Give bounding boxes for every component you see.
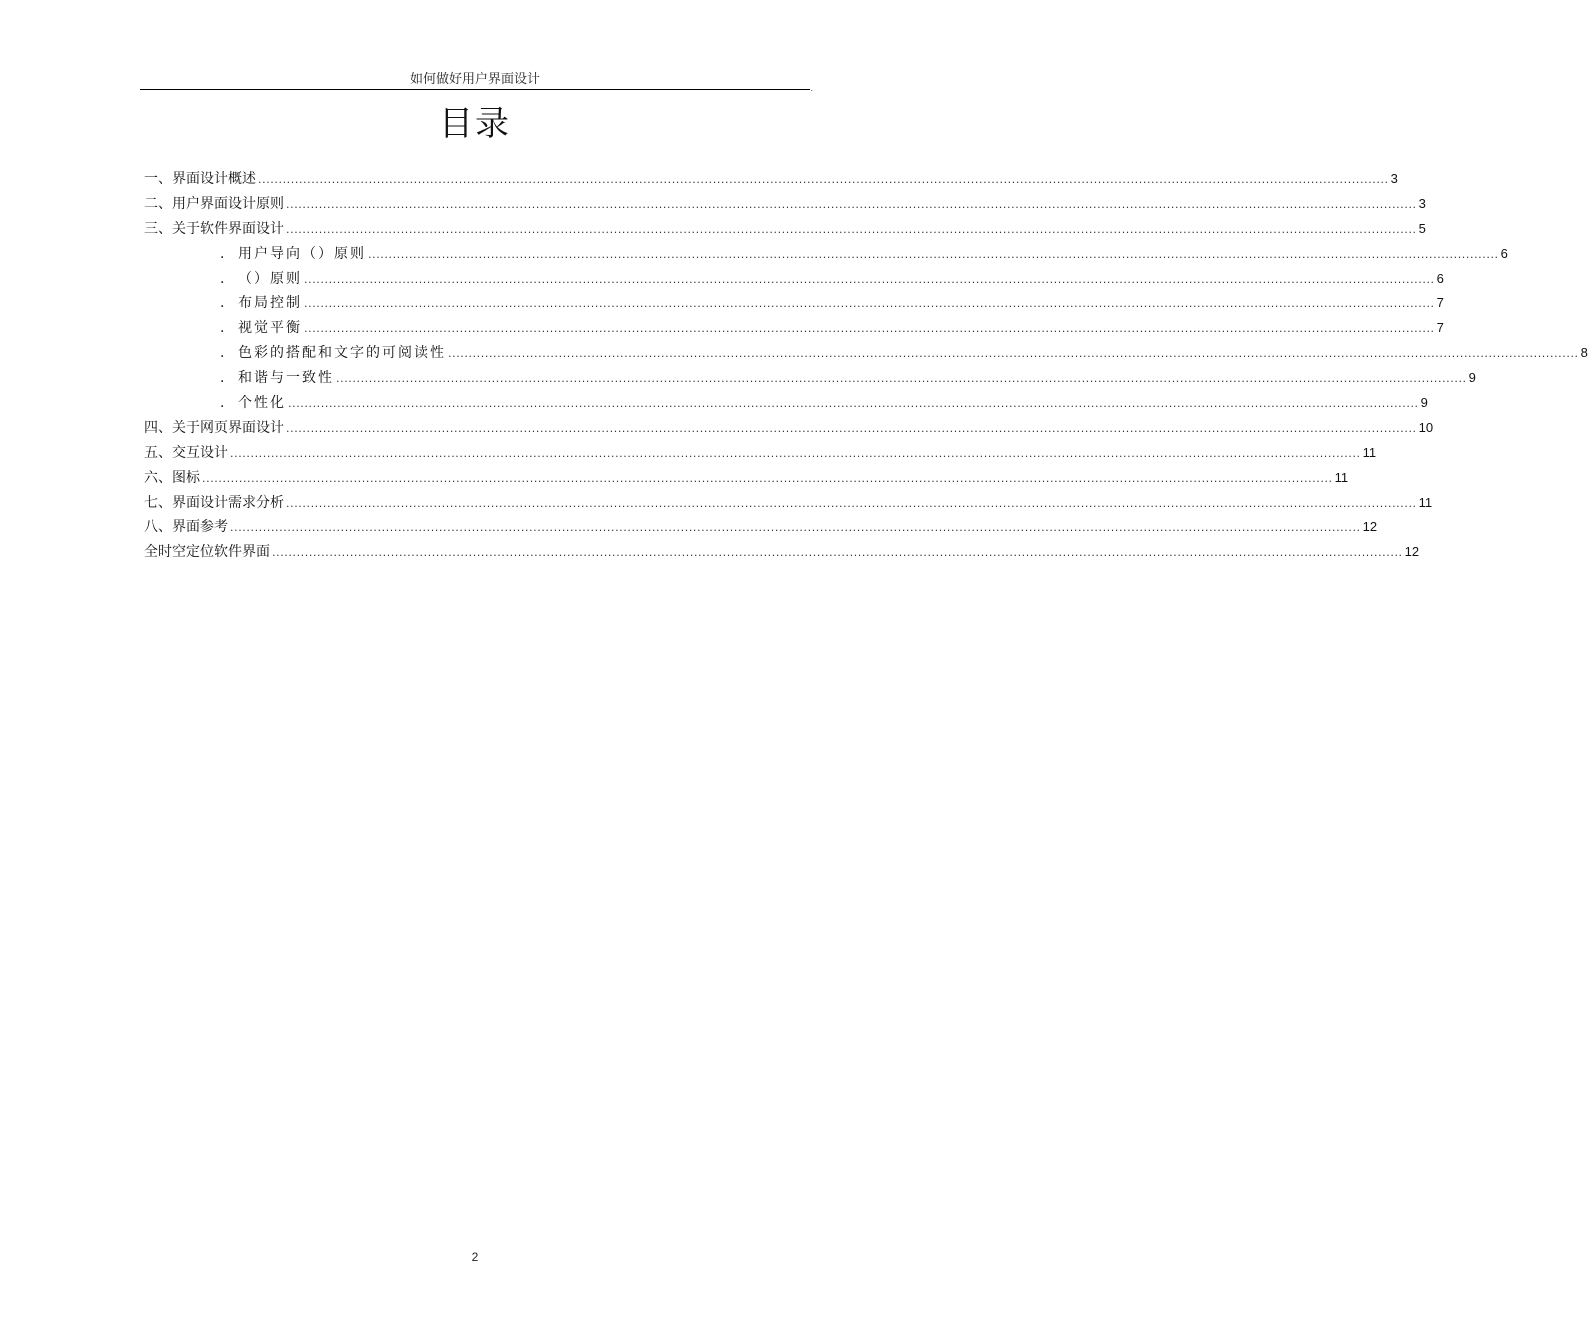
- toc-subentry[interactable]: [144, 316, 1444, 341]
- toc-entry-label: 关于软件界面设计: [172, 220, 284, 237]
- toc-entry[interactable]: [144, 416, 1434, 441]
- toc-leader-dots: ....................................................................................................................................................................................................................................................................................: [202, 471, 1333, 485]
- toc-entry[interactable]: [144, 491, 1433, 516]
- toc-entry-page: 6: [1500, 245, 1508, 261]
- toc-entry[interactable]: [144, 540, 1420, 565]
- toc-entry-number: 六、: [144, 469, 172, 486]
- toc-entry-page: 5: [1418, 220, 1426, 236]
- toc-leader-dots: ....................................................................................................................................................................................................................................................................................: [230, 521, 1361, 535]
- toc-entry-label: 用户界面设计原则: [172, 195, 284, 212]
- toc-entry-page: 12: [1362, 519, 1378, 535]
- toc-subentry[interactable]: [144, 242, 1508, 267]
- toc-leader-dots: ....................................................................................................................................................................................................................................................................................: [288, 397, 1419, 411]
- toc-entry-page: 3: [1418, 195, 1426, 211]
- toc-subentry[interactable]: [144, 291, 1444, 316]
- toc-entry-page: 11: [1362, 444, 1377, 460]
- toc-entry-bullet: .: [220, 395, 225, 412]
- toc-leader-dots: ....................................................................................................................................................................................................................................................................................: [286, 222, 1417, 236]
- toc-entry[interactable]: [144, 515, 1378, 540]
- toc-entry-label: 关于网页界面设计: [172, 419, 284, 436]
- toc-entry-page: 11: [1418, 494, 1433, 510]
- toc-entry-bullet: .: [220, 270, 225, 287]
- page-header: [140, 70, 813, 93]
- toc-leader-dots: ....................................................................................................................................................................................................................................................................................: [304, 322, 1435, 336]
- toc-entry-page: 10: [1418, 419, 1434, 435]
- toc-entry-label: 界面设计概述: [172, 171, 256, 187]
- toc-leader-dots: ....................................................................................................................................................................................................................................................................................: [286, 197, 1417, 211]
- toc-leader-dots: ....................................................................................................................................................................................................................................................................................: [286, 496, 1417, 510]
- toc-entry-bullet: .: [220, 295, 225, 312]
- toc-entry-label: 个性化: [238, 395, 286, 412]
- toc-entry-page: 8: [1580, 345, 1588, 361]
- toc-entry[interactable]: [144, 192, 1426, 217]
- toc-leader-dots: ....................................................................................................................................................................................................................................................................................: [286, 421, 1417, 435]
- toc-entry-page: 6: [1436, 270, 1444, 286]
- toc-entry-label: 图标: [172, 469, 200, 486]
- toc-entry-page: 12: [1404, 544, 1420, 560]
- header-title: 如何做好用户界面设计: [409, 72, 540, 87]
- page-number: 2: [471, 1250, 479, 1264]
- toc-entry[interactable]: [144, 217, 1426, 242]
- toc-entry-number: 八、: [144, 519, 172, 536]
- toc-entry-bullet: .: [220, 345, 225, 362]
- header-mark: .: [810, 84, 813, 93]
- toc-entry-number: 四、: [144, 419, 172, 436]
- toc-leader-dots: ....................................................................................................................................................................................................................................................................................: [258, 173, 1389, 186]
- toc-entry-page: 7: [1436, 295, 1444, 311]
- toc-entry-label: 色彩的搭配和文字的可阅读性: [238, 345, 446, 362]
- toc-entry[interactable]: [144, 441, 1377, 466]
- toc-entry-label: 界面参考: [172, 519, 228, 536]
- toc-entry-page: 11: [1334, 469, 1349, 485]
- toc-subentry[interactable]: [144, 391, 1428, 416]
- toc-entry-label: 交互设计: [172, 444, 228, 461]
- toc-entry-label: 视觉平衡: [238, 320, 302, 337]
- table-of-contents: [144, 167, 1588, 565]
- toc-subentry[interactable]: [144, 366, 1476, 391]
- toc-entry-number: 五、: [144, 444, 172, 461]
- toc-entry[interactable]: [144, 167, 1398, 192]
- toc-entry-label: 和谐与一致性: [238, 370, 334, 387]
- toc-entry-label: 界面设计需求分析: [172, 494, 284, 511]
- toc-entry[interactable]: [144, 466, 1349, 491]
- toc-entry-label-end: ）原则: [318, 245, 366, 262]
- toc-entry-bullet: .: [220, 370, 225, 387]
- toc-leader-dots: ....................................................................................................................................................................................................................................................................................: [272, 546, 1403, 560]
- toc-leader-dots: ....................................................................................................................................................................................................................................................................................: [368, 247, 1499, 261]
- toc-entry-label-start: （: [238, 270, 254, 287]
- toc-leader-dots: ....................................................................................................................................................................................................................................................................................: [304, 297, 1435, 311]
- toc-entry-number: 二、: [144, 195, 172, 212]
- toc-entry-number: 三、: [144, 220, 172, 237]
- toc-entry-page: 3: [1390, 171, 1398, 186]
- toc-entry-page: 9: [1468, 370, 1476, 386]
- toc-entry-page: 9: [1420, 395, 1428, 411]
- toc-leader-dots: ....................................................................................................................................................................................................................................................................................: [304, 272, 1435, 286]
- toc-entry-bullet: .: [220, 245, 225, 262]
- toc-entry-number: 一、: [144, 171, 172, 187]
- toc-entry-label: 布局控制: [238, 295, 302, 312]
- toc-leader-dots: ....................................................................................................................................................................................................................................................................................: [336, 372, 1467, 386]
- toc-entry-label-end: ）原则: [254, 270, 302, 287]
- toc-entry-page: 7: [1436, 320, 1444, 336]
- toc-leader-dots: ....................................................................................................................................................................................................................................................................................: [448, 347, 1579, 361]
- toc-entry-bullet: .: [220, 320, 225, 337]
- toc-title: 目录: [439, 104, 511, 144]
- toc-entry-number: 七、: [144, 494, 172, 511]
- toc-entry-label-start: 用户导向（: [238, 245, 318, 262]
- toc-subentry[interactable]: [144, 267, 1444, 292]
- toc-leader-dots: ....................................................................................................................................................................................................................................................................................: [230, 446, 1361, 460]
- toc-entry-label: 全时空定位软件界面: [144, 544, 270, 561]
- toc-subentry[interactable]: [144, 341, 1588, 366]
